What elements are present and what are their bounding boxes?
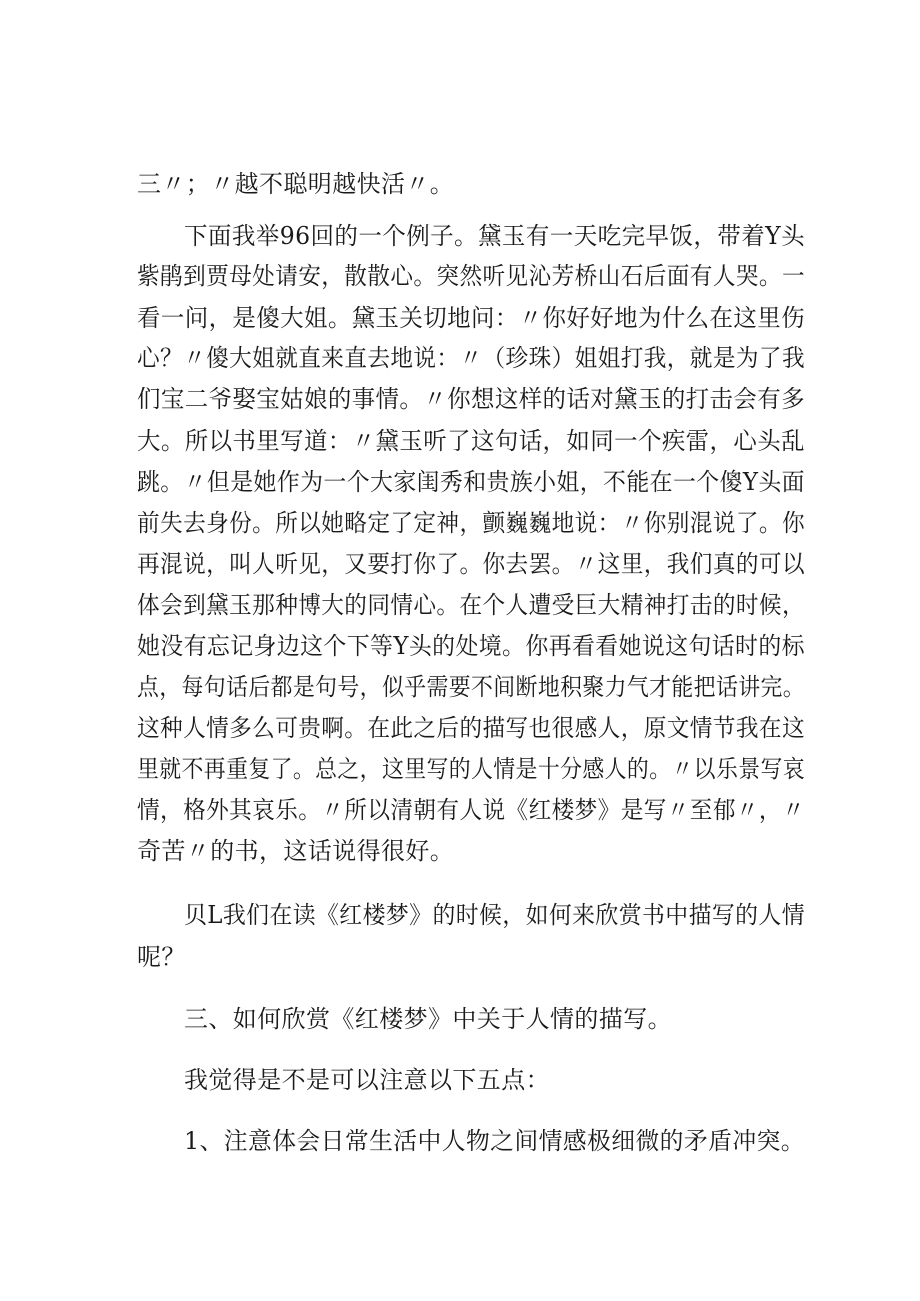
line-text: 呢？ — [137, 943, 186, 971]
text-line — [0, 421, 920, 461]
line-text: 贝L我们在读《红楼梦》的时候，如何来欣赏书中描写的人情 — [184, 901, 806, 929]
paragraph-2-line — [0, 895, 920, 935]
line-text: 里就不再重复了。总之，这里写的人情是十分感人的。〃以乐景写哀 — [137, 755, 806, 783]
text-line — [0, 503, 920, 543]
line-text: 体会到黛玉那种博大的同情心。在个人遭受巨大精神打击的时候， — [137, 591, 805, 619]
text-line — [0, 749, 920, 789]
line-text: 我觉得是不是可以注意以下五点： — [184, 1066, 550, 1094]
text-line — [0, 790, 920, 830]
section-heading — [0, 999, 920, 1039]
text-line — [0, 667, 920, 707]
line-text: 点，每句话后都是句号，似乎需要不间断地积聚力气才能把话讲完。 — [137, 673, 806, 701]
paragraph-3-line — [0, 1060, 920, 1100]
text-line — [0, 585, 920, 625]
line-text: 奇苦〃的书，这话说得很好。 — [137, 837, 455, 865]
line-text: 看一问，是傻大姐。黛玉关切地问：〃你好好地为什么在这里伤 — [137, 304, 805, 332]
text-line — [0, 164, 920, 204]
line-text: 这种人情多么可贵啊。在此之后的描写也很感人，原文情节我在这 — [137, 714, 805, 742]
line-text: 紫鹃到贾母处请安，散散心。突然听见沁芳桥山石后面有人哭。一 — [137, 262, 805, 290]
line-text: 再混说，叫人听见，又要打你了。你去罢。〃这里，我们真的可以 — [137, 550, 805, 578]
line-text: 情，格外其哀乐。〃所以清朝有人说《红楼梦》是写〃至郁〃，〃 — [137, 796, 805, 824]
paragraph-1-line — [0, 216, 920, 256]
heading-text: 三、如何欣赏《红楼梦》中关于人情的描写。 — [184, 1005, 672, 1033]
text-line — [0, 338, 920, 378]
list-item-text: 1、注意体会日常生活中人物之间情感极细微的矛盾冲突。 — [184, 1127, 805, 1155]
text-line — [0, 626, 920, 666]
line-text: 她没有忘记身边这个下等Y头的处境。你再看看她说这句话时的标 — [137, 632, 805, 660]
text-line — [0, 937, 920, 977]
text-line — [0, 379, 920, 419]
text-line — [0, 831, 920, 871]
line-text: 们宝二爷娶宝姑娘的事情。〃你想这样的话对黛玉的打击会有多 — [137, 385, 805, 413]
line-text: 前失去身份。所以她略定了定神，颤巍巍地说：〃你别混说了。你 — [137, 509, 805, 537]
line-text: 下面我举96回的一个例子。黛玉有一天吃完早饭，带着Y头 — [184, 222, 806, 250]
text-line — [0, 462, 920, 502]
line-text: 跳。〃但是她作为一个大家闺秀和贵族小姐，不能在一个傻Y头面 — [137, 468, 805, 496]
text-line — [0, 708, 920, 748]
line-text: 心？〃傻大姐就直来直去地说：〃（珍珠）姐姐打我，就是为了我 — [137, 344, 805, 372]
line-text: 三〃；〃越不聪明越快活〃。 — [137, 170, 455, 198]
line-text: 大。所以书里写道：〃黛玉听了这句话，如同一个疾雷，心头乱 — [137, 427, 805, 455]
text-line — [0, 256, 920, 296]
text-line — [0, 298, 920, 338]
list-item — [0, 1121, 920, 1161]
text-line — [0, 544, 920, 584]
